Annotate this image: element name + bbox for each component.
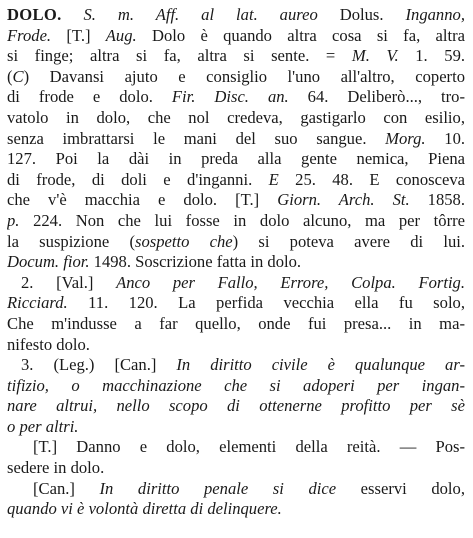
text-line <box>7 211 465 232</box>
text-run: ) si poteva avere di lui. <box>232 231 465 251</box>
text-run: nifesto dolo. <box>7 334 90 354</box>
text-run: sedere in dolo. <box>7 458 105 478</box>
text-run: Dolus. <box>317 5 406 24</box>
text-line <box>7 46 465 67</box>
italic-run: Morg. <box>385 128 426 148</box>
text-run: [T.] <box>51 25 106 45</box>
text-run: 2. [Val.] <box>21 272 117 292</box>
italic-run: p. <box>7 210 20 230</box>
text-line <box>7 458 465 479</box>
text-run: ( <box>7 66 13 86</box>
text-run: 25. 48. E conosceva <box>278 169 465 189</box>
text-line <box>7 190 465 211</box>
text-line <box>7 252 465 273</box>
italic-run: In diritto civile è qualunque ar- <box>176 355 465 375</box>
italic-run: tifizio, o macchinazione che si adoperi per ingan- <box>7 375 465 395</box>
text-line <box>7 149 465 170</box>
text-run: Dolo è quando altra cosa si fa, altra <box>136 25 465 45</box>
text-run: esservi dolo, <box>336 478 465 498</box>
text-run: vatolo in dolo, che nol credeva, gastigarlo con esilio, <box>7 107 465 127</box>
text-run: Che m'indusse a far quello, onde fui presa... in ma- <box>7 313 465 333</box>
text-run: 1858. <box>409 190 465 210</box>
text-line <box>7 314 465 335</box>
italic-run: M. V. <box>351 46 399 66</box>
text-line <box>7 293 465 314</box>
text-run: si finge; altra si fa, altra si sente. = <box>7 46 352 66</box>
text-line <box>7 376 465 397</box>
italic-run: In diritto penale si dice <box>99 478 337 498</box>
text-line <box>7 417 465 438</box>
italic-run: o per altri. <box>7 416 79 436</box>
text-run: 3. (Leg.) [Can.] <box>21 355 177 375</box>
text-line <box>7 67 465 88</box>
text-line <box>7 499 465 520</box>
text-run: ) Davansi ajuto e consiglio l'uno all'altro, coperto <box>23 66 465 86</box>
italic-run: al lat. aureo <box>201 5 318 24</box>
text-line <box>7 335 465 356</box>
text-line <box>7 5 465 26</box>
italic-run: Giorn. Arch. St. <box>277 190 410 210</box>
italic-run: Ricciard. <box>7 293 68 313</box>
italic-run: Anco per Fallo, Errore, Colpa. Fortig. <box>116 272 465 292</box>
text-run <box>62 5 84 24</box>
text-run: 224. Non che lui fosse in dolo alcuno, ma per tôrre <box>19 210 465 230</box>
italic-run: sospetto che <box>134 231 233 251</box>
italic-run: Fir. Disc. an. <box>171 87 289 107</box>
italic-run: Inganno, <box>405 5 465 24</box>
italic-run: quando vi è volontà diretta di delinquere. <box>7 499 282 519</box>
text-run: [T.] Danno e dolo, elementi della reità. — Pos- <box>33 437 465 457</box>
text-line <box>7 273 465 294</box>
text-line <box>7 87 465 108</box>
italic-run: nare altrui, nello scopo di ottenerne profitto per sè <box>7 396 465 416</box>
text-line <box>7 355 465 376</box>
text-line <box>7 479 465 500</box>
text-run: che v'è macchia e dolo. [T.] <box>7 190 278 210</box>
text-run: 11. 120. La perfida vecchia ella fu solo, <box>67 293 465 313</box>
text-line <box>7 129 465 150</box>
text-run: la suspizione ( <box>7 231 135 251</box>
text-run: [Can.] <box>33 478 100 498</box>
text-run: 1498. Soscrizione fatta in dolo. <box>89 252 302 272</box>
text-run: di frode, di doli e d'inganni. <box>7 169 269 189</box>
italic-run: Frode. <box>7 25 52 45</box>
text-line <box>7 437 465 458</box>
headword: DOLO. <box>7 5 62 24</box>
text-line <box>7 26 465 47</box>
text-run: di frode e dolo. <box>7 87 172 107</box>
italic-run: C <box>12 66 24 86</box>
italic-run: S. m. Aff. <box>83 5 180 24</box>
text-run: 1. 59. <box>398 46 465 66</box>
text-line <box>7 396 465 417</box>
text-run: 127. Poi la dài in preda alla gente nemica, Piena <box>7 149 465 169</box>
text-line <box>7 108 465 129</box>
italic-run: E <box>268 169 279 189</box>
italic-run: Docum. fior. <box>7 252 90 272</box>
text-run <box>179 5 201 24</box>
italic-run: Aug. <box>105 25 137 45</box>
text-line <box>7 232 465 253</box>
text-run: senza imbrattarsi le mani del suo sangue. <box>7 128 386 148</box>
text-run: 64. Deliberò..., tro- <box>288 87 465 107</box>
text-line <box>7 170 465 191</box>
text-run: 10. <box>425 128 465 148</box>
